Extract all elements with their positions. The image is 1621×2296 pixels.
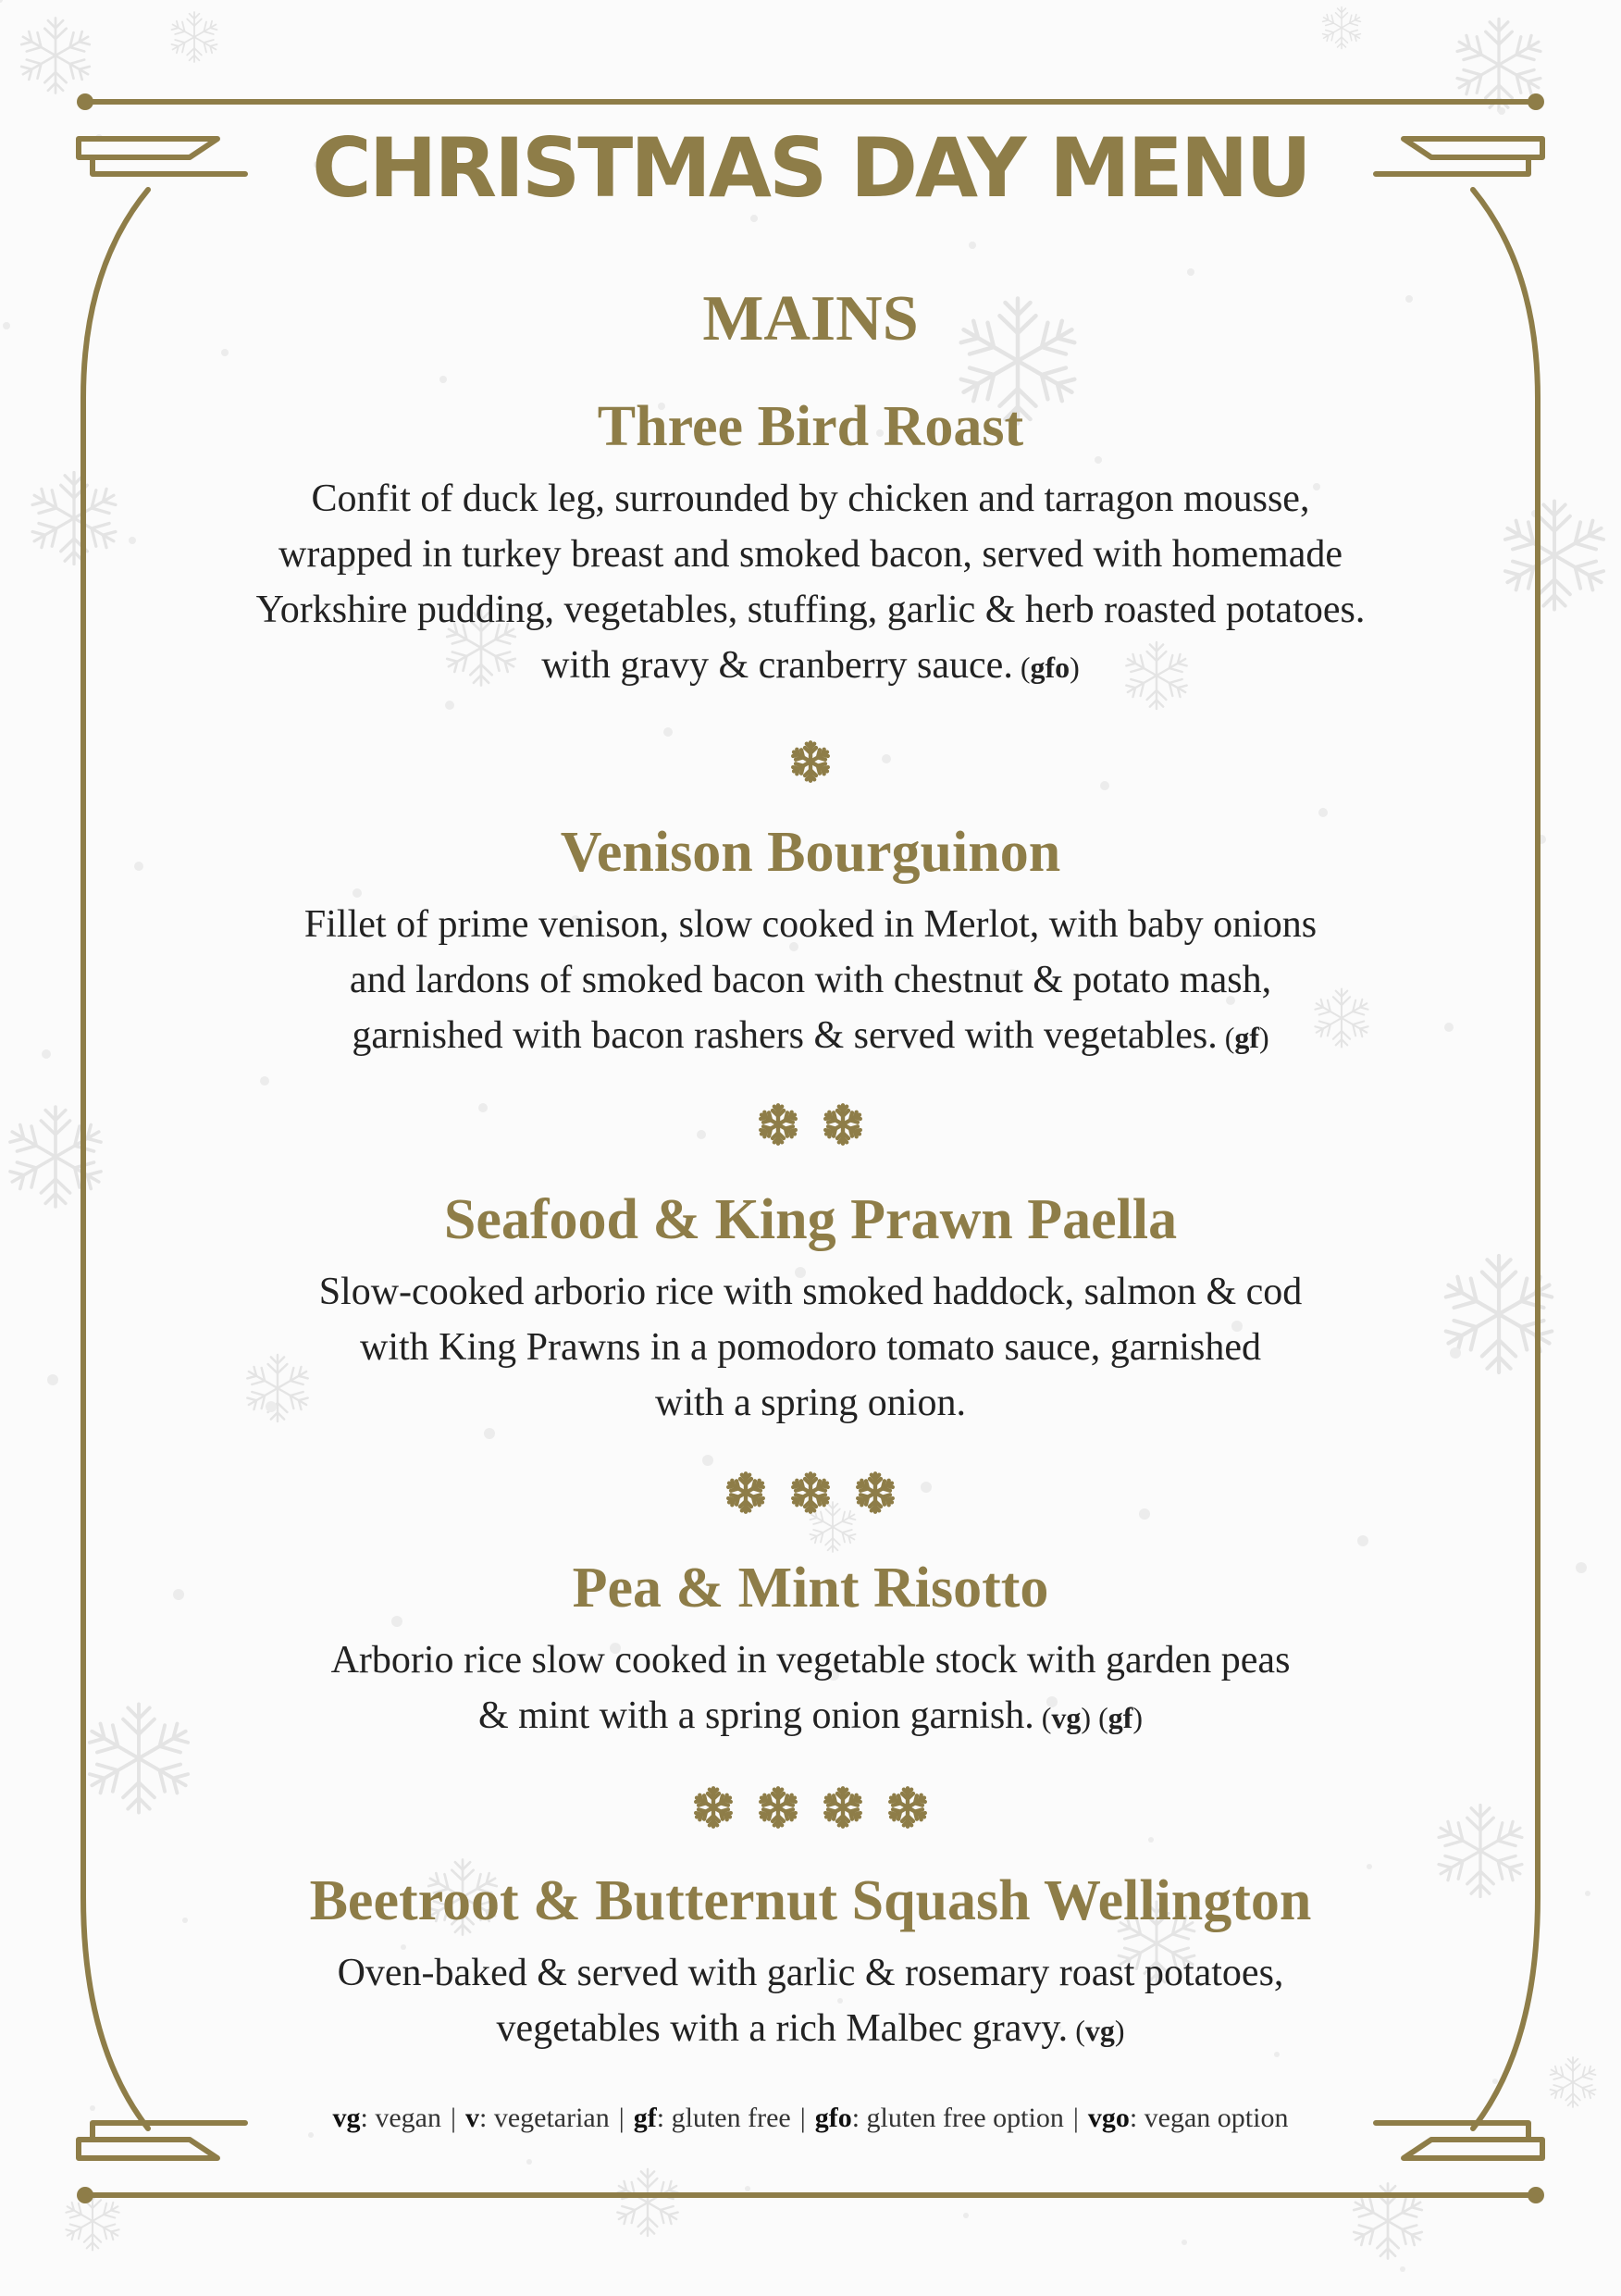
dish-name: Beetroot & Butternut Squash Wellington bbox=[309, 1869, 1312, 1932]
dish-name: Pea & Mint Risotto bbox=[572, 1557, 1049, 1620]
dish-description-line bbox=[163, 471, 1458, 527]
dish-description-line bbox=[163, 582, 1458, 638]
dish-description-text: Slow-cooked arborio rice with smoked haddock, salmon & cod bbox=[318, 1271, 1303, 1313]
dish-description-text: Confit of duck leg, surrounded by chicken and tarragon mousse, bbox=[311, 478, 1310, 520]
dietary-tag: (gf) bbox=[1091, 1701, 1144, 1734]
dish-description-text: Arborio rice slow cooked in vegetable stock with garden peas bbox=[330, 1639, 1291, 1682]
dish-description-text: and lardons of smoked bacon with chestnut & potato mash, bbox=[349, 959, 1272, 1001]
dish-item bbox=[163, 819, 1458, 1065]
dish-description-text: with King Prawns in a pomodoro tomato sauce, garnished bbox=[360, 1326, 1261, 1369]
legend-divider: | bbox=[799, 2103, 806, 2133]
frame-dot bbox=[77, 2187, 93, 2203]
dish-description bbox=[163, 897, 1458, 1065]
dish-description-text: Yorkshire pudding, vegetables, stuffing, garlic & herb roasted potatoes. bbox=[255, 589, 1366, 631]
snowflake-separator bbox=[0, 1786, 1621, 1832]
dish-description-line bbox=[163, 1632, 1458, 1688]
snowflake-separator bbox=[0, 740, 1621, 787]
menu-title: CHRISTMAS DAY MENU bbox=[312, 120, 1309, 216]
snowflake-icon bbox=[789, 740, 832, 783]
dish-description bbox=[163, 1632, 1458, 1745]
dietary-legend bbox=[0, 2103, 1621, 2134]
dish-description-line bbox=[163, 1008, 1458, 1065]
snowflake-icon bbox=[822, 1786, 864, 1829]
snowflake-icon bbox=[854, 1471, 897, 1514]
dish-description-line bbox=[163, 1688, 1458, 1745]
snowflake-icon bbox=[757, 1786, 799, 1829]
frame-dot bbox=[1528, 2187, 1544, 2203]
snowflake-separator bbox=[0, 1103, 1621, 1149]
section-title-mains: MAINS bbox=[702, 283, 919, 354]
legend-divider: | bbox=[618, 2103, 625, 2133]
dietary-tag: (gf) bbox=[1217, 1021, 1269, 1054]
snowflake-icon bbox=[692, 1786, 735, 1829]
legend-item: v: vegetarian bbox=[464, 2103, 610, 2133]
dish-description-text: with a spring onion. bbox=[655, 1382, 966, 1424]
snowflake-separator bbox=[0, 1471, 1621, 1518]
dish-name: Seafood & King Prawn Paella bbox=[443, 1188, 1178, 1251]
snowflake-icon bbox=[789, 1471, 832, 1514]
legend-item: vgo: vegan option bbox=[1087, 2103, 1289, 2133]
dish-description bbox=[163, 471, 1458, 695]
dish-description-line bbox=[163, 1264, 1458, 1320]
frame-dot bbox=[1528, 93, 1544, 110]
dish-description-line bbox=[163, 1375, 1458, 1431]
dish-description-text: vegetables with a rich Malbec gravy. bbox=[496, 2007, 1069, 2050]
legend-item: gf: gluten free bbox=[633, 2103, 791, 2133]
dish-description bbox=[163, 1945, 1458, 2058]
legend-divider: | bbox=[1072, 2103, 1079, 2133]
frame-right-curve bbox=[1473, 190, 1538, 2128]
dish-name: Venison Bourguinon bbox=[560, 821, 1061, 884]
dish-name: Three Bird Roast bbox=[597, 395, 1024, 458]
dish-description-line bbox=[163, 2001, 1458, 2058]
dish-description-line bbox=[163, 1945, 1458, 2001]
dish-description-text: garnished with bacon rashers & served with vegetables. bbox=[352, 1014, 1218, 1057]
dish-description-line bbox=[163, 952, 1458, 1008]
dish-description bbox=[163, 1264, 1458, 1431]
legend-item: gfo: gluten free option bbox=[814, 2103, 1064, 2133]
dish-description-line bbox=[163, 527, 1458, 582]
dish-description-line bbox=[163, 897, 1458, 952]
dish-description-text: Oven-baked & served with garlic & rosemary roast potatoes, bbox=[337, 1952, 1284, 1994]
dietary-tag: (vg) bbox=[1068, 2014, 1125, 2047]
dish-description-text: & mint with a spring onion garnish. bbox=[477, 1694, 1034, 1737]
frame-left-curve bbox=[83, 190, 148, 2128]
snowflake-icon bbox=[822, 1103, 864, 1146]
snowflake-icon bbox=[757, 1103, 799, 1146]
dish-description-text: with gravy & cranberry sauce. bbox=[541, 644, 1013, 687]
dish-item bbox=[163, 393, 1458, 695]
dish-description-text: wrapped in turkey breast and smoked bacon, served with homemade bbox=[278, 533, 1343, 576]
dish-item bbox=[163, 1555, 1458, 1745]
legend-item: vg: vegan bbox=[332, 2103, 441, 2133]
dish-item bbox=[163, 1186, 1458, 1431]
dish-description-line bbox=[163, 1320, 1458, 1375]
snowflake-icon bbox=[724, 1471, 767, 1514]
dish-description-line bbox=[163, 638, 1458, 695]
dietary-tag: (gfo) bbox=[1012, 651, 1080, 684]
dish-item bbox=[163, 1868, 1458, 2058]
dish-description-text: Fillet of prime venison, slow cooked in Merlot, with baby onions bbox=[303, 903, 1318, 946]
legend-divider: | bbox=[450, 2103, 456, 2133]
snowflake-icon bbox=[886, 1786, 929, 1829]
frame-dot bbox=[77, 93, 93, 110]
dietary-tag: (vg) bbox=[1033, 1701, 1092, 1734]
